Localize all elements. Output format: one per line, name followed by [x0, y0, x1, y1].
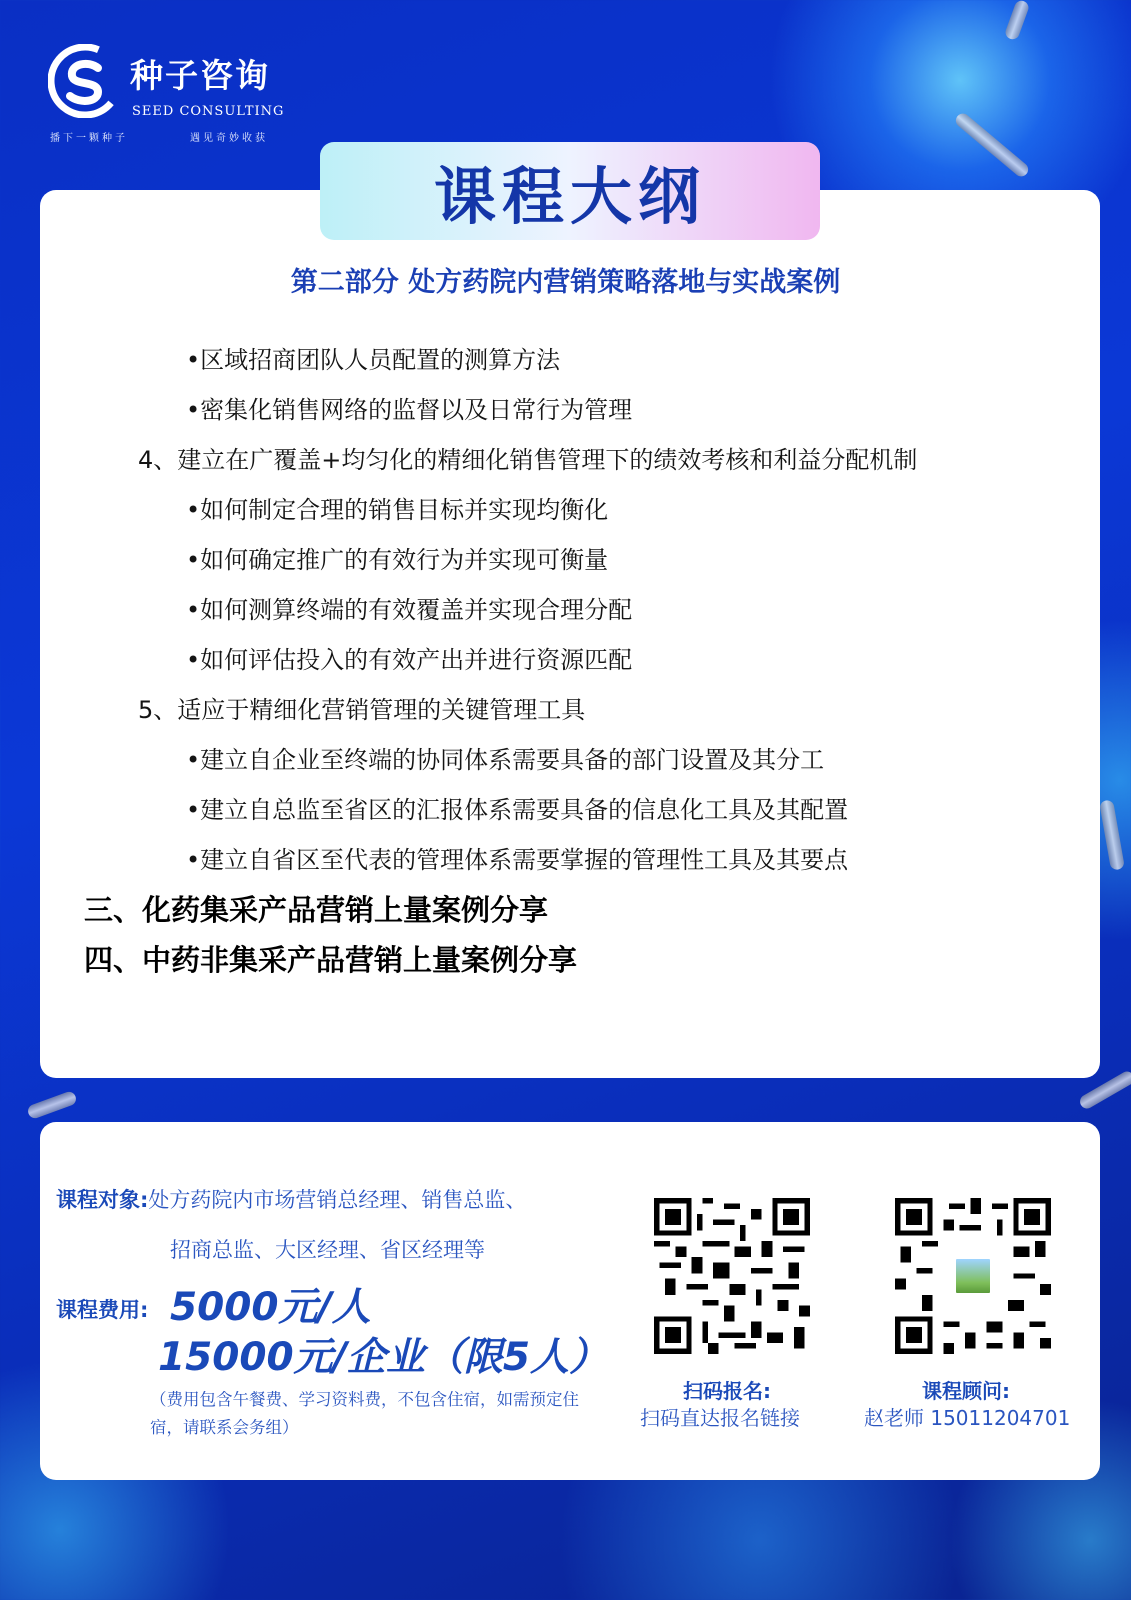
list-item: •建立自企业至终端的协同体系需要具备的部门设置及其分工 [186, 746, 825, 774]
register-qr-code[interactable] [654, 1198, 810, 1354]
list-item: •密集化销售网络的监督以及日常行为管理 [186, 396, 633, 424]
brand-name-en: SEED CONSULTING [132, 104, 285, 119]
list-item: •如何评估投入的有效产出并进行资源匹配 [186, 646, 633, 674]
page-title: 课程大纲 [320, 142, 820, 240]
list-item: •如何确定推广的有效行为并实现可衡量 [186, 546, 609, 574]
advisor-contact: 赵老师 15011204701 [864, 1406, 1071, 1430]
audience-line-2: 招商总监、大区经理、省区经理等 [170, 1238, 485, 1262]
decorative-rod [953, 111, 1031, 180]
register-label: 扫码报名: [683, 1379, 771, 1403]
audience-label: 课程对象: [56, 1188, 149, 1212]
fee-price-person: 5000元/人 [170, 1285, 371, 1330]
section-heading: 第二部分 处方药院内营销策略落地与实战案例 [290, 267, 841, 298]
advisor-label: 课程顾问: [922, 1379, 1010, 1403]
brand-name-cn: 种子咨询 [130, 56, 270, 95]
fee-label: 课程费用: [56, 1298, 149, 1322]
list-item-numbered: 5、适应于精细化营销管理的关键管理工具 [138, 696, 586, 724]
brand-slogan-right: 遇见奇妙收获 [190, 133, 268, 144]
list-item: •如何制定合理的销售目标并实现均衡化 [186, 496, 609, 524]
list-item: •如何测算终端的有效覆盖并实现合理分配 [186, 596, 633, 624]
brand-slogan-left: 播下一颗种子 [50, 133, 128, 144]
decorative-rod [1004, 0, 1031, 41]
list-item: •建立自省区至代表的管理体系需要掌握的管理性工具及其要点 [186, 846, 849, 874]
decorative-rod [26, 1090, 78, 1120]
major-section-item: 四、中药非集采产品营销上量案例分享 [84, 943, 578, 977]
list-item: •建立自总监至省区的汇报体系需要具备的信息化工具及其配置 [186, 796, 849, 824]
seed-logo-icon [48, 44, 122, 118]
advisor-avatar [953, 1256, 993, 1296]
list-item: •区域招商团队人员配置的测算方法 [186, 346, 561, 374]
list-item-numbered: 4、建立在广覆盖+均匀化的精细化销售管理下的绩效考核和利益分配机制 [138, 446, 918, 474]
fee-note: （费用包含午餐费、学习资料费，不包含住宿，如需预定住宿，请联系会务组） [150, 1390, 579, 1437]
audience-text: 处方药院内市场营销总经理、销售总监、 [148, 1188, 527, 1212]
decorative-rod [1099, 799, 1125, 870]
register-text: 扫码直达报名链接 [640, 1406, 800, 1430]
brand-logo [48, 44, 308, 144]
major-section-item: 三、化药集采产品营销上量案例分享 [84, 893, 549, 927]
audience-line [56, 1184, 526, 1214]
fee-price-company: 15000元/企业（限5人） [158, 1335, 609, 1380]
